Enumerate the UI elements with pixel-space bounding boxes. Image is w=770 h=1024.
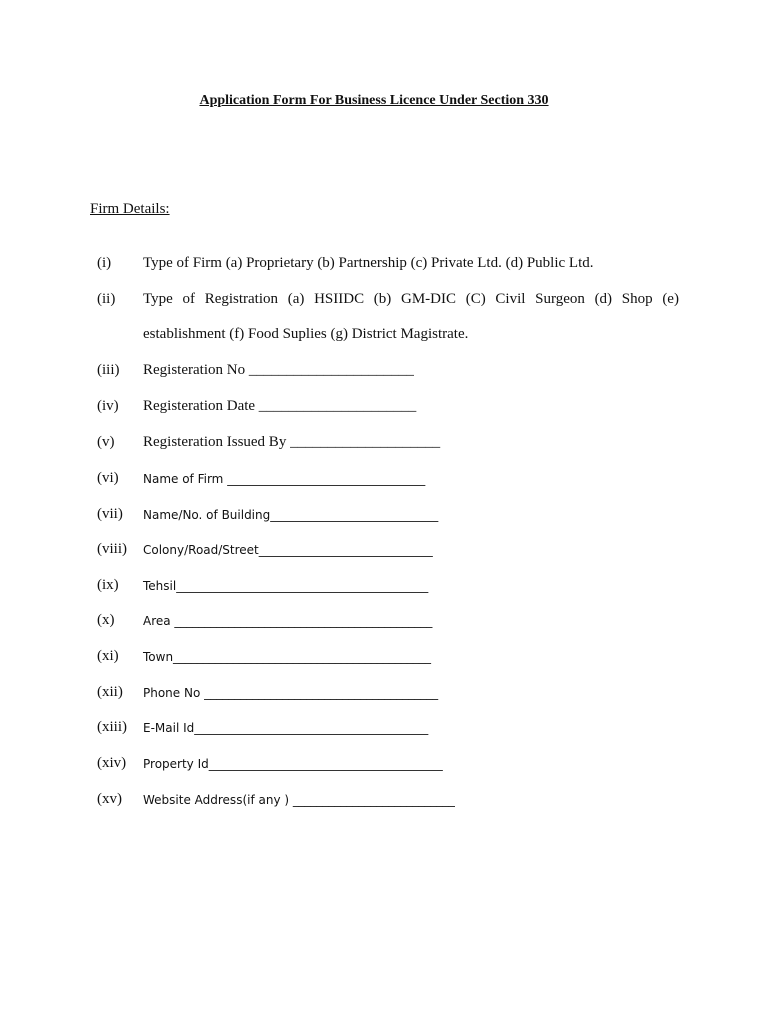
registration-word: (C) bbox=[465, 291, 486, 307]
list-item bbox=[0, 755, 770, 777]
item-text-building: Name/No. of Building____________________________ bbox=[143, 508, 439, 522]
item-number: (xii) bbox=[97, 684, 123, 700]
item-text-name-of-firm: Name of Firm _________________________________ bbox=[143, 472, 426, 486]
item-text-type-of-registration-line2: establishment (f) Food Suplies (g) District Magistrate. bbox=[143, 326, 469, 342]
item-number: (iii) bbox=[97, 362, 120, 378]
item-text-type-of-registration bbox=[143, 291, 679, 308]
item-text-website-address: Website Address(if any ) ___________________________ bbox=[143, 793, 455, 807]
registration-word: HSIIDC bbox=[314, 291, 365, 307]
item-text-area: Area ___________________________________________ bbox=[143, 614, 433, 628]
registration-word: (e) bbox=[662, 291, 679, 307]
item-text-town: Town___________________________________________ bbox=[143, 650, 432, 664]
registration-word: (d) bbox=[594, 291, 613, 307]
list-item bbox=[0, 434, 770, 456]
item-number: (vi) bbox=[97, 470, 119, 486]
registration-word: Shop bbox=[621, 291, 653, 307]
registration-word: Surgeon bbox=[535, 291, 585, 307]
registration-word: Civil bbox=[495, 291, 526, 307]
list-item bbox=[0, 255, 770, 277]
item-number: (ix) bbox=[97, 577, 119, 593]
list-item-continuation bbox=[0, 326, 770, 348]
registration-word: Registration bbox=[204, 291, 279, 307]
list-item bbox=[0, 398, 770, 420]
registration-word: (a) bbox=[287, 291, 305, 307]
item-number: (viii) bbox=[97, 541, 127, 557]
list-item bbox=[0, 648, 770, 670]
registration-word: of bbox=[182, 291, 195, 307]
item-number: (x) bbox=[97, 612, 115, 628]
item-text-type-of-firm: Type of Firm (a) Proprietary (b) Partnership (c) Private Ltd. (d) Public Ltd. bbox=[143, 255, 594, 271]
item-text-registration-date: Registeration Date _____________________ bbox=[143, 398, 417, 414]
item-number: (xiii) bbox=[97, 719, 127, 735]
item-text-email-id: E-Mail Id_______________________________________ bbox=[143, 721, 429, 735]
item-number: (i) bbox=[97, 255, 112, 271]
list-item bbox=[0, 719, 770, 741]
item-number: (ii) bbox=[97, 291, 116, 307]
item-number: (iv) bbox=[97, 398, 119, 414]
item-text-registration-issued-by: Registeration Issued By ____________________ bbox=[143, 434, 441, 450]
page-title: Application Form For Business Licence Under Section 330 bbox=[199, 93, 549, 108]
item-number: (xi) bbox=[97, 648, 119, 664]
item-text-colony-road-street: Colony/Road/Street_____________________________ bbox=[143, 543, 433, 557]
registration-word: Type bbox=[143, 291, 173, 307]
registration-word: (b) bbox=[373, 291, 392, 307]
registration-word: GM-DIC bbox=[401, 291, 456, 307]
list-item bbox=[0, 612, 770, 634]
item-text-tehsil: Tehsil__________________________________________ bbox=[143, 579, 429, 593]
list-item bbox=[0, 470, 770, 492]
list-item bbox=[0, 541, 770, 563]
list-item bbox=[0, 506, 770, 528]
section-heading-firm-details: Firm Details: bbox=[90, 201, 170, 217]
item-number: (vii) bbox=[97, 506, 123, 522]
item-text-phone-no: Phone No _______________________________________ bbox=[143, 686, 439, 700]
list-item bbox=[0, 791, 770, 813]
item-number: (xiv) bbox=[97, 755, 127, 771]
list-item bbox=[0, 577, 770, 599]
list-item bbox=[0, 684, 770, 706]
item-text-property-id: Property Id_______________________________________ bbox=[143, 757, 443, 771]
list-item bbox=[0, 362, 770, 384]
item-text-registration-no: Registeration No ______________________ bbox=[143, 362, 414, 378]
item-number: (v) bbox=[97, 434, 115, 450]
item-number: (xv) bbox=[97, 791, 122, 807]
list-item bbox=[0, 291, 770, 313]
